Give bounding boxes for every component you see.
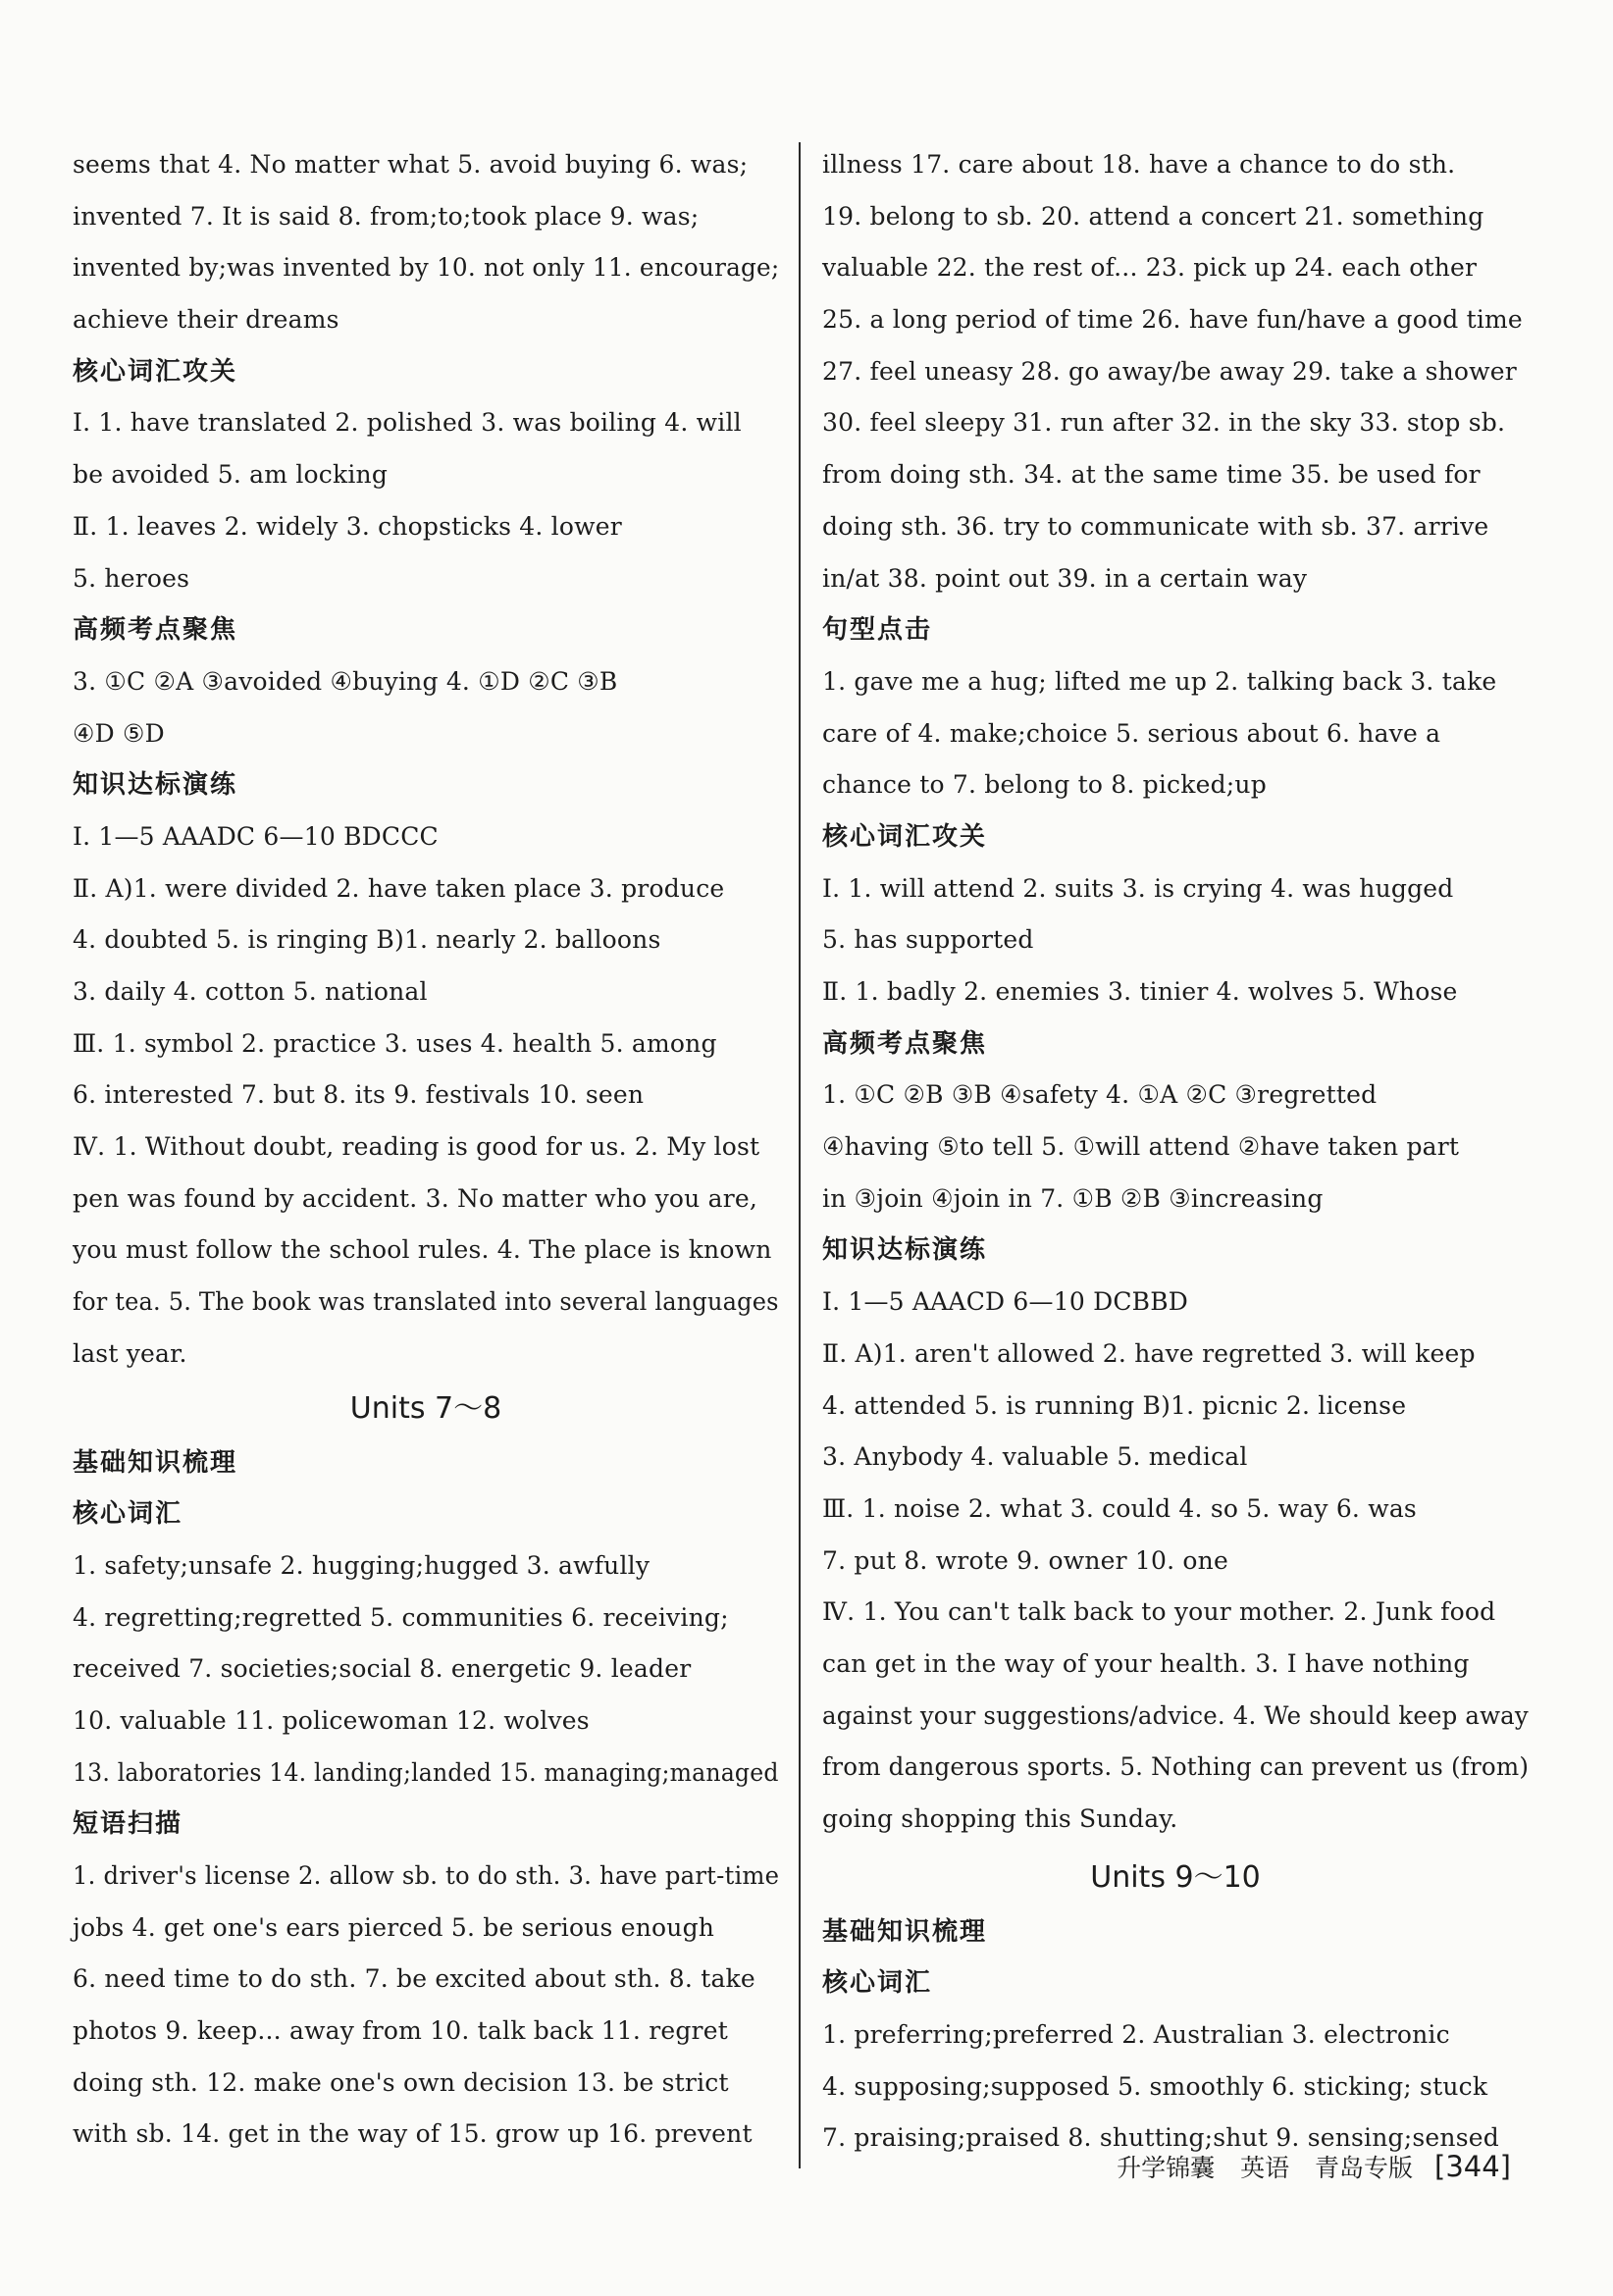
text-line: Ⅰ. 1. will attend 2. suits 3. is crying 4. was hugged <box>822 873 1454 903</box>
right-block-d <box>822 1070 1529 1225</box>
text-line: 5. heroes <box>73 563 190 593</box>
left-block-e <box>73 1540 779 1799</box>
text-line: 1. safety;unsafe 2. hugging;hugged 3. awfully <box>73 1550 650 1580</box>
text-line: 10. valuable 11. policewoman 12. wolves <box>73 1705 590 1735</box>
text-line: 1. driver's license 2. allow sb. to do sth. 3. have part-time <box>73 1861 780 1890</box>
footer-edition: 青岛专版 <box>1315 2154 1414 2182</box>
text-line: achieve their dreams <box>73 305 339 335</box>
text-line: invented 7. It is said 8. from;to;took place 9. was; <box>73 201 700 231</box>
text-line: against your suggestions/advice. 4. We should keep away <box>822 1700 1529 1730</box>
text-line: illness 17. care about 18. have a chance to do sth. <box>822 150 1456 179</box>
text-line: from dangerous sports. 5. Nothing can prevent us (from) <box>822 1752 1530 1782</box>
text-line: 4. regretting;regretted 5. communities 6. receiving; <box>73 1602 729 1632</box>
text-line: 7. put 8. wrote 9. owner 10. one <box>822 1545 1228 1575</box>
section-heading: 高频考点聚焦 <box>73 615 238 646</box>
text-line: 3. daily 4. cotton 5. national <box>73 977 428 1006</box>
text-line: Ⅱ. 1. leaves 2. widely 3. chopsticks 4. lower <box>73 511 622 541</box>
right-block-e <box>822 1277 1529 1846</box>
text-line: last year. <box>73 1338 187 1368</box>
column-divider <box>799 142 801 2168</box>
left-block-b <box>73 397 779 604</box>
text-line: valuable 22. the rest of... 23. pick up 24. each other <box>822 253 1478 283</box>
text-line: seems that 4. No matter what 5. avoid buying 6. was; <box>73 150 749 179</box>
text-line: doing sth. 12. make one's own decision 13. be strict <box>73 2067 729 2097</box>
text-line: in/at 38. point out 39. in a certain way <box>822 563 1308 593</box>
text-line: Ⅲ. 1. symbol 2. practice 3. uses 4. health 5. among <box>73 1028 717 1058</box>
text-line: in ③join ④join in 7. ①B ②B ③increasing <box>822 1183 1324 1213</box>
section-heading: 知识达标演练 <box>822 1235 988 1266</box>
right-block-b <box>822 656 1529 811</box>
text-line: Ⅱ. A)1. were divided 2. have taken place 3. produce <box>73 873 725 903</box>
text-line: 5. has supported <box>822 925 1034 955</box>
text-line: 1. preferring;preferred 2. Australian 3. electronic <box>822 2020 1450 2050</box>
text-line: 4. supposing;supposed 5. smoothly 6. sticking; stuck <box>822 2071 1488 2101</box>
left-block-a <box>73 139 779 346</box>
text-line: 13. laboratories 14. landing;landed 15. managing;managed <box>73 1757 779 1787</box>
text-line: 4. doubted 5. is ringing B)1. nearly 2. balloons <box>73 925 661 955</box>
right-block-c <box>822 863 1529 1018</box>
text-line: chance to 7. belong to 8. picked;up <box>822 770 1267 800</box>
text-line: 6. need time to do sth. 7. be excited about sth. 8. take <box>73 1964 755 1994</box>
text-line: Ⅰ. 1—5 AAACD 6—10 DCBBD <box>822 1287 1189 1317</box>
text-line: 27. feel uneasy 28. go away/be away 29. take a shower <box>822 356 1517 386</box>
text-line: pen was found by accident. 3. No matter who you are, <box>73 1183 757 1213</box>
text-line: ④D ⑤D <box>73 718 165 748</box>
text-line: 30. feel sleepy 31. run after 32. in the sky 33. stop sb. <box>822 408 1506 438</box>
text-line: Ⅱ. 1. badly 2. enemies 3. tinier 4. wolves 5. Whose <box>822 977 1458 1006</box>
section-subheading: 核心词汇 <box>73 1499 183 1530</box>
section-heading: 核心词汇攻关 <box>73 356 238 387</box>
right-column <box>822 139 1529 2165</box>
left-block-c <box>73 656 779 759</box>
text-line: ④having ⑤to tell 5. ①will attend ②have taken part <box>822 1132 1460 1162</box>
text-line: photos 9. keep... away from 10. talk back 11. regret <box>73 2016 728 2046</box>
section-heading: 知识达标演练 <box>73 770 238 801</box>
section-heading: 高频考点聚焦 <box>822 1028 988 1059</box>
text-line: care of 4. make;choice 5. serious about 6. have a <box>822 718 1441 748</box>
left-block-d <box>73 811 779 1381</box>
text-line: for tea. 5. The book was translated into several languages <box>73 1287 779 1317</box>
text-line: be avoided 5. am locking <box>73 460 389 490</box>
text-line: Ⅰ. 1. have translated 2. polished 3. was boiling 4. will <box>73 408 742 438</box>
right-block-f <box>822 2009 1529 2165</box>
text-line: Ⅱ. A)1. aren't allowed 2. have regretted 3. will keep <box>822 1338 1476 1368</box>
text-line: 3. ①C ②A ③avoided ④buying 4. ①D ②C ③B <box>73 666 618 696</box>
section-subheading: 句型点击 <box>822 615 933 646</box>
text-line: invented by;was invented by 10. not only 11. encourage; <box>73 253 780 283</box>
left-column <box>73 139 779 2161</box>
text-line: can get in the way of your health. 3. I have nothing <box>822 1648 1470 1678</box>
text-line: going shopping this Sunday. <box>822 1804 1178 1833</box>
section-heading: 核心词汇攻关 <box>822 821 988 852</box>
text-line: 4. attended 5. is running B)1. picnic 2. license <box>822 1390 1407 1420</box>
section-heading: 基础知识梳理 <box>73 1447 238 1478</box>
page-footer <box>1099 2147 1511 2188</box>
text-line: Ⅲ. 1. noise 2. what 3. could 4. so 5. way 6. was <box>822 1493 1417 1523</box>
text-line: 1. ①C ②B ③B ④safety 4. ①A ②C ③regretted <box>822 1080 1378 1110</box>
text-line: Ⅳ. 1. Without doubt, reading is good for us. 2. My lost <box>73 1132 760 1162</box>
text-line: 3. Anybody 4. valuable 5. medical <box>822 1442 1248 1472</box>
footer-subject: 英语 <box>1240 2154 1290 2182</box>
text-line: 7. praising;praised 8. shutting;shut 9. sensing;sensed <box>822 2123 1499 2153</box>
unit-title: Units 9～10 <box>1090 1859 1261 1895</box>
text-line: 6. interested 7. but 8. its 9. festivals 10. seen <box>73 1080 645 1110</box>
right-block-a <box>822 139 1529 604</box>
page-number: [344] <box>1434 2150 1511 2183</box>
text-line: 25. a long period of time 26. have fun/have a good time <box>822 305 1523 335</box>
text-line: you must follow the school rules. 4. The place is known <box>73 1235 772 1265</box>
section-heading: 基础知识梳理 <box>822 1916 988 1947</box>
footer-book-title: 升学锦囊 <box>1117 2154 1216 2182</box>
text-line: 19. belong to sb. 20. attend a concert 21. something <box>822 201 1484 231</box>
text-line: Ⅳ. 1. You can't talk back to your mother. 2. Junk food <box>822 1597 1496 1627</box>
text-line: doing sth. 36. try to communicate with sb. 37. arrive <box>822 511 1489 541</box>
section-subheading: 短语扫描 <box>73 1809 183 1840</box>
text-line: 1. gave me a hug; lifted me up 2. talking back 3. take <box>822 666 1497 696</box>
unit-title: Units 7～8 <box>349 1390 502 1426</box>
section-subheading: 核心词汇 <box>822 1968 933 1999</box>
text-line: received 7. societies;social 8. energetic 9. leader <box>73 1654 692 1684</box>
text-line: Ⅰ. 1—5 AAADC 6—10 BDCCC <box>73 821 439 851</box>
text-line: with sb. 14. get in the way of 15. grow up 16. prevent <box>73 2119 753 2149</box>
left-block-f <box>73 1851 779 2161</box>
text-line: jobs 4. get one's ears pierced 5. be serious enough <box>73 1912 715 1942</box>
text-line: from doing sth. 34. at the same time 35. be used for <box>822 460 1481 490</box>
